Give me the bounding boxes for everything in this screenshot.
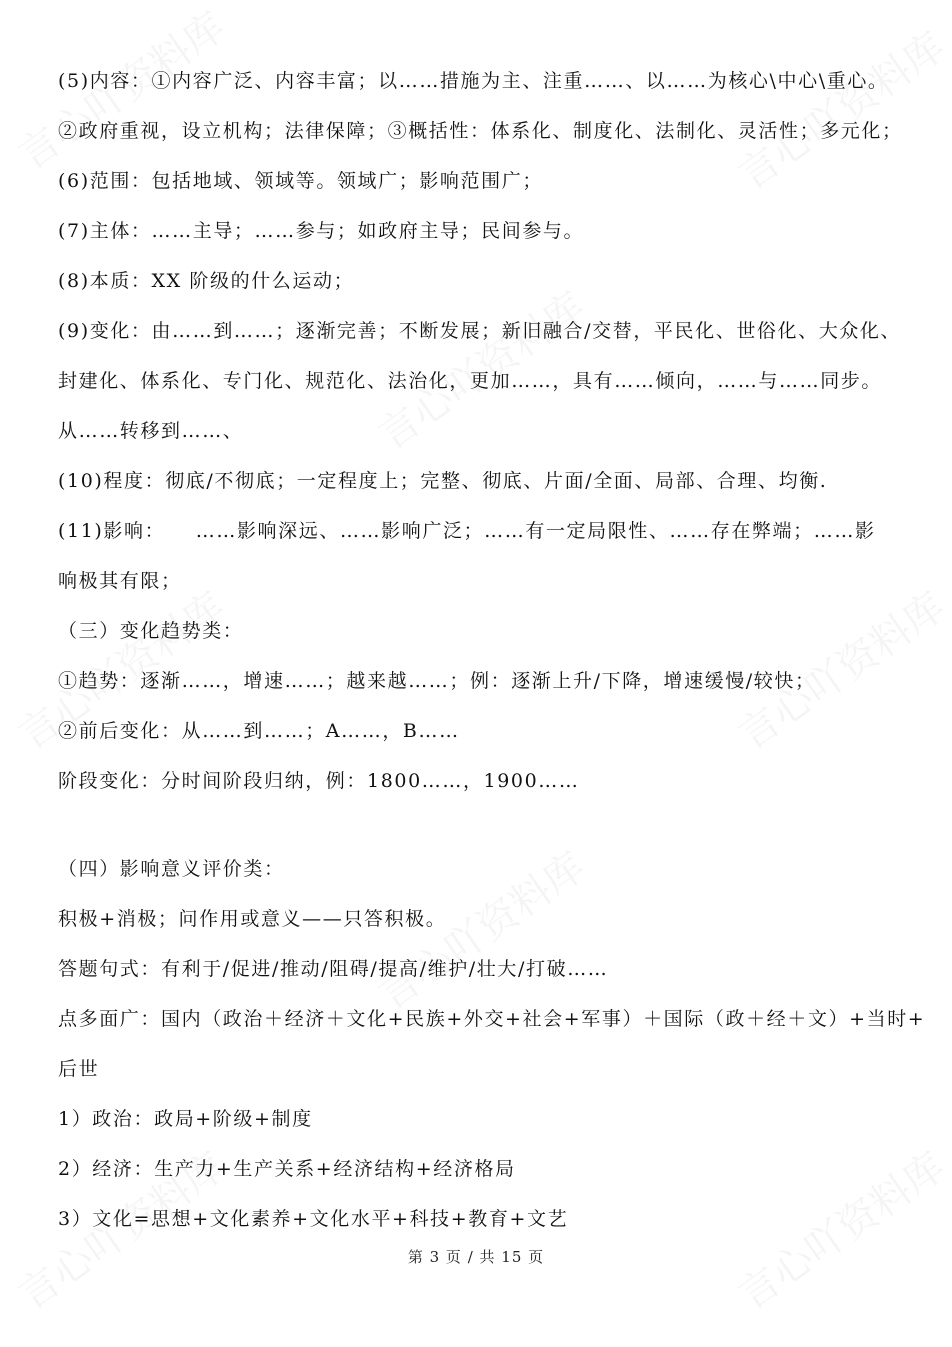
text-line: (10)程度：彻底/不彻底；一定程度上；完整、彻底、片面/全面、局部、合理、均衡. bbox=[58, 470, 828, 492]
document-body bbox=[58, 66, 926, 1254]
page-number-footer: 第 3 页 / 共 15 页 bbox=[407, 1248, 545, 1266]
text-line: 2）经济：生产力+生产关系+经济结构+经济格局 bbox=[58, 1158, 516, 1180]
text-line: ①趋势：逐渐……，增速……；越来越……；例：逐渐上升/下降，增速缓慢/较快； bbox=[58, 670, 816, 692]
text-line: 点多面广：国内（政治＋经济＋文化+民族+外交+社会+军事）＋国际（政＋经＋文）+当时+ bbox=[58, 1008, 926, 1030]
text-line: (9)变化：由……到……；逐渐完善；不断发展；新旧融合/交替，平民化、世俗化、大众化、 bbox=[58, 320, 902, 342]
text-line: (7)主体：……主导；……参与；如政府主导；民间参与。 bbox=[58, 220, 585, 242]
text-line: ②前后变化：从……到……；A……，B…… bbox=[58, 720, 460, 742]
text-line: (6)范围：包括地域、领域等。领域广；影响范围广； bbox=[58, 170, 543, 192]
text-line: 答题句式：有利于/促进/推动/阻碍/提高/维护/壮大/打破…… bbox=[58, 958, 609, 980]
text-line: 3）文化=思想+文化素养+文化水平+科技+教育+文艺 bbox=[58, 1208, 569, 1230]
text-line: 封建化、体系化、专门化、规范化、法治化，更加……，具有……倾向，……与……同步。 bbox=[58, 370, 883, 392]
text-line: 响极其有限； bbox=[58, 570, 182, 592]
text-line: (8)本质：XX 阶级的什么运动； bbox=[58, 270, 355, 292]
text-line: (5)内容：①内容广泛、内容丰富；以……措施为主、注重……、以……为核心\中心\重心。 bbox=[58, 70, 889, 92]
text-line: 积极+消极；问作用或意义——只答积极。 bbox=[58, 908, 447, 930]
text-line: (11)影响： ……影响深远、……影响广泛；……有一定局限性、……存在弊端；……影 bbox=[58, 520, 876, 542]
text-line: ②政府重视，设立机构；法律保障；③概括性：体系化、制度化、法制化、灵活性；多元化； bbox=[58, 120, 903, 142]
text-line: 后世 bbox=[58, 1058, 100, 1080]
section-heading: （四）影响意义评价类： bbox=[58, 858, 285, 880]
text-line: 阶段变化：分时间阶段归纳，例：1800……，1900…… bbox=[58, 770, 580, 792]
text-line: 1）政治：政局+阶级+制度 bbox=[58, 1108, 313, 1130]
text-line: 从……转移到……、 bbox=[58, 420, 244, 442]
section-heading: （三）变化趋势类： bbox=[58, 620, 244, 642]
